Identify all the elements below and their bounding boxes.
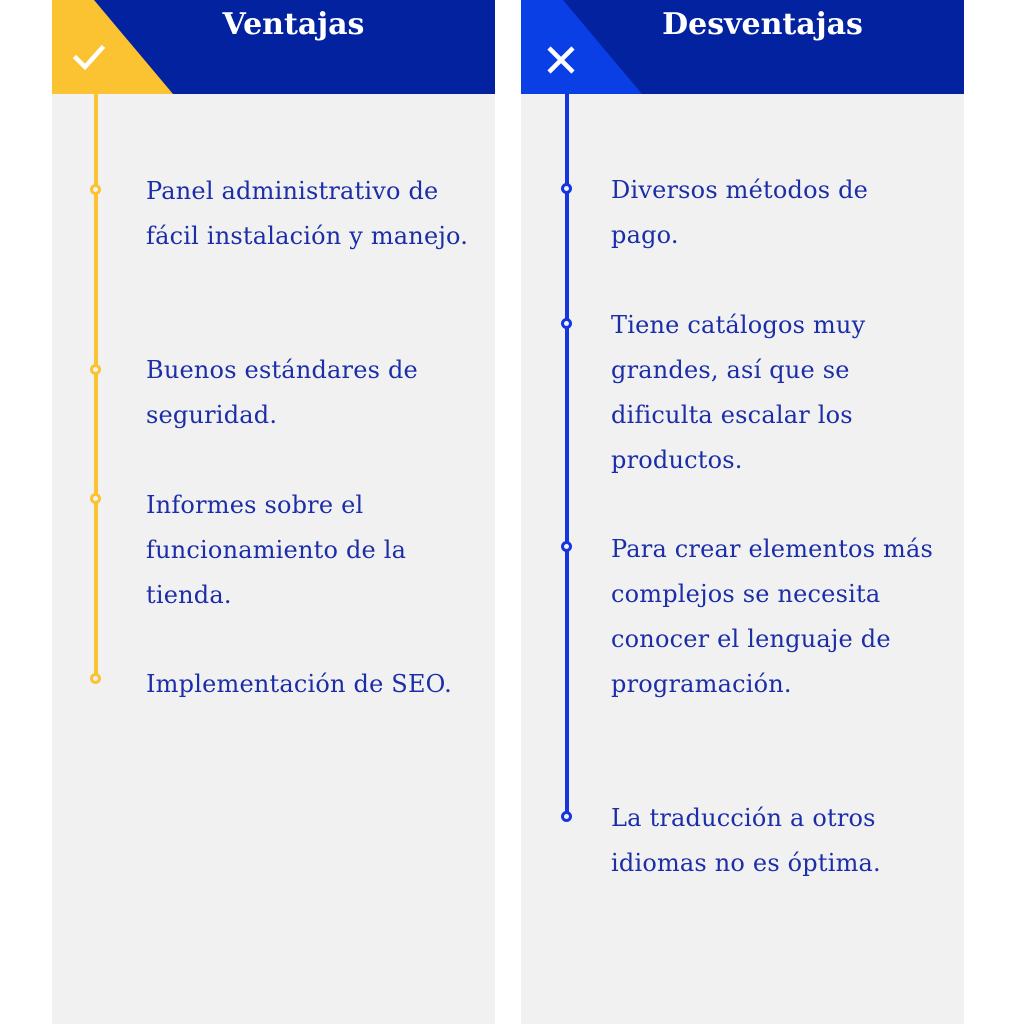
ventajas-item-2: Buenos estándares de seguridad. bbox=[146, 356, 418, 429]
desventajas-item-3: Para crear elementos más complejos se necesita conocer el lenguaje de programación. bbox=[611, 535, 934, 698]
desventajas-title: Desventajas bbox=[662, 7, 863, 42]
timeline-dot bbox=[561, 541, 572, 552]
desventajas-item-2: Tiene catálogos muy grandes, así que se dificulta escalar los productos. bbox=[611, 311, 866, 474]
ventajas-item-4: Implementación de SEO. bbox=[146, 670, 452, 698]
ventajas-timeline bbox=[94, 94, 98, 680]
close-icon bbox=[539, 38, 583, 82]
ventajas-item-1: Panel administrativo de fácil instalación y manejo. bbox=[146, 177, 469, 250]
timeline-dot bbox=[561, 183, 572, 194]
desventajas-item-1: Diversos métodos de pago. bbox=[611, 176, 869, 249]
desventajas-item-4: La traducción a otros idiomas no es óptima. bbox=[611, 804, 881, 877]
timeline-dot bbox=[90, 493, 101, 504]
ventajas-panel bbox=[52, 0, 495, 1024]
check-icon bbox=[68, 36, 112, 80]
timeline-dot bbox=[90, 364, 101, 375]
ventajas-title: Ventajas bbox=[222, 7, 365, 42]
desventajas-timeline bbox=[565, 94, 569, 818]
timeline-dot bbox=[90, 673, 101, 684]
timeline-dot bbox=[90, 184, 101, 195]
timeline-dot bbox=[561, 811, 572, 822]
ventajas-header bbox=[52, 0, 495, 94]
desventajas-panel bbox=[521, 0, 964, 1024]
ventajas-item-3: Informes sobre el funcionamiento de la tienda. bbox=[146, 491, 407, 609]
timeline-dot bbox=[561, 318, 572, 329]
desventajas-header bbox=[521, 0, 964, 94]
